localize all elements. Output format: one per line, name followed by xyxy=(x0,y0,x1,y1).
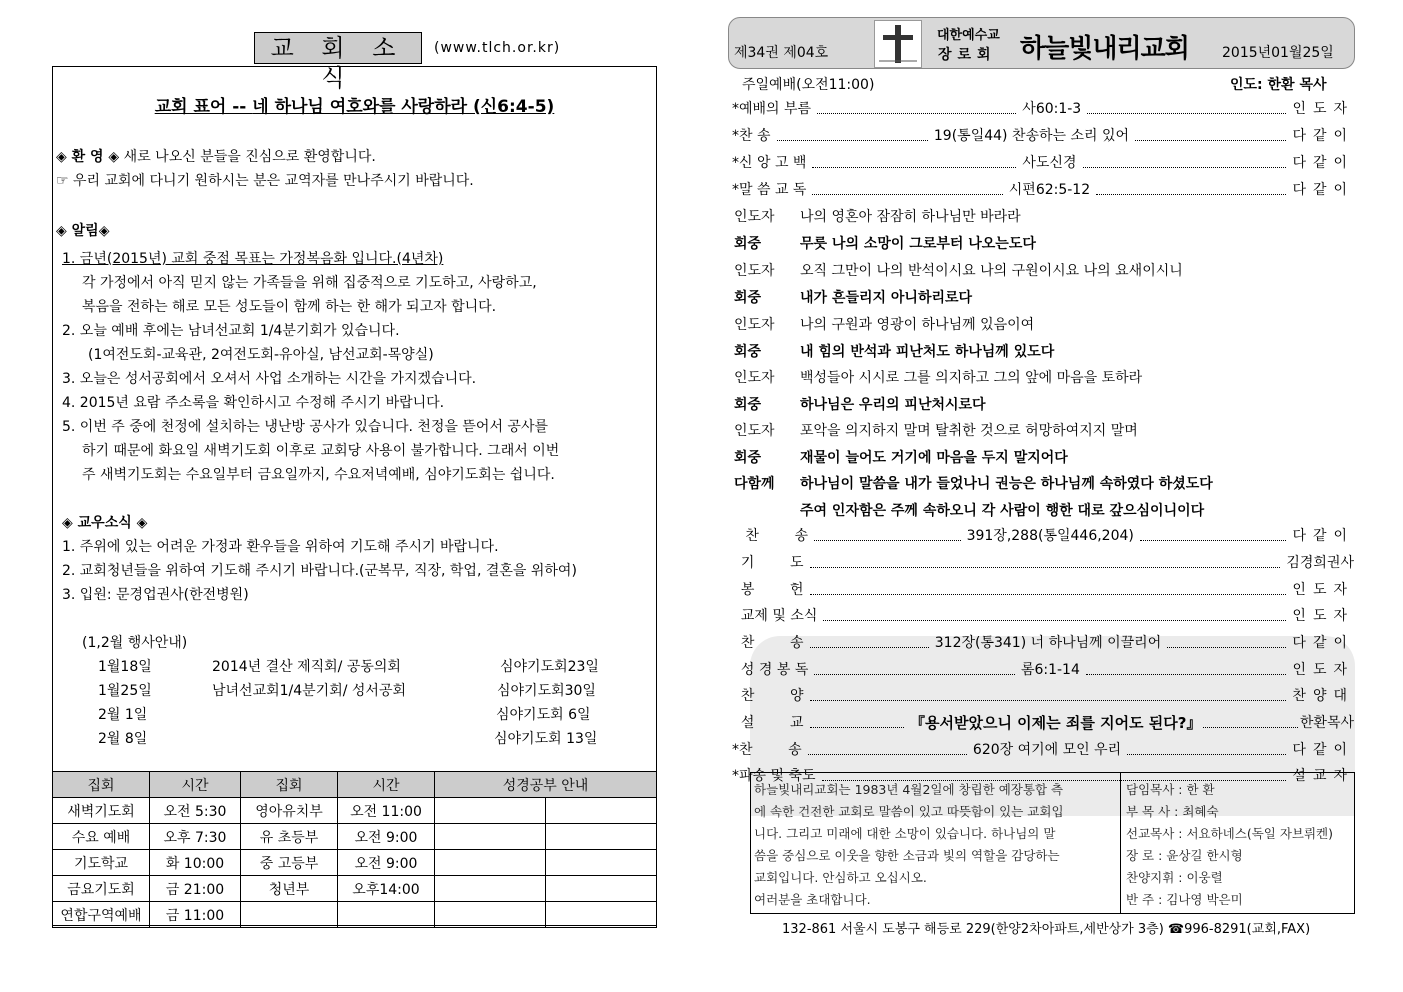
responsive-line xyxy=(734,500,1204,520)
responsive-line xyxy=(734,260,1183,280)
responsive-line xyxy=(734,287,972,307)
table-cell xyxy=(338,902,435,928)
reading-text: 내 힘의 반석과 피난처도 하나님께 있도다 xyxy=(800,344,1055,360)
table-header: 집회 xyxy=(53,772,150,798)
intro-line: 니다. 그리고 미래에 대한 소망이 있습니다. 하나님의 말 xyxy=(754,826,1056,841)
event-date: 1월25일 xyxy=(98,683,152,699)
table-cell: 수요 예배 xyxy=(53,824,150,850)
event-night-prayer: 심야기도회23일 xyxy=(500,659,599,675)
notice-line: 5. 이번 주 중에 천정에 설치하는 냉난방 공사가 있습니다. 천정을 뜯어서 공사를 xyxy=(62,419,549,435)
responsive-line xyxy=(734,314,1034,334)
event-date: 1월18일 xyxy=(98,659,152,675)
dot-leader xyxy=(810,584,1287,595)
order-item xyxy=(732,179,1354,199)
order-person: 인도자 xyxy=(1292,662,1355,678)
order-item xyxy=(732,125,1354,145)
reading-text: 백성들아 시시로 그를 의지하고 그의 앞에 마음을 토하라 xyxy=(800,370,1143,386)
reading-role: 회중 xyxy=(734,450,762,466)
event-name: 남녀선교회1/4분기회/ 성서공회 xyxy=(212,683,406,699)
table-cell: 오후 7:30 xyxy=(150,824,241,850)
table-row xyxy=(53,902,657,928)
order-item xyxy=(732,579,1354,599)
reading-role: 회중 xyxy=(734,236,762,252)
order-person: 김경희권사 xyxy=(1286,555,1354,571)
intro-line: 하늘빛내리교회는 1983년 4월2일에 창립한 예장통합 측 xyxy=(754,782,1064,797)
staff-line: 선교목사 : 서요하네스(독일 자브뤼켄) xyxy=(1126,826,1334,841)
table-cell xyxy=(545,850,656,876)
order-person: 다같이 xyxy=(1292,182,1355,198)
table-cell: 오전 9:00 xyxy=(338,850,435,876)
bulletin-date: 2015년01월25일 xyxy=(1222,45,1334,61)
order-label: *예배의 부름 xyxy=(732,101,812,117)
table-cell xyxy=(545,824,656,850)
member-news-line: 1. 주위에 있는 어려운 가정과 환우들을 위하여 기도해 주시기 바랍니다. xyxy=(62,539,499,555)
event-name: 2014년 결산 제직회/ 공동의회 xyxy=(212,659,401,675)
responsive-line xyxy=(734,420,1138,440)
welcome-heading: ◈ 환 영 ◈ xyxy=(56,149,120,165)
table-cell xyxy=(435,798,546,824)
table-row xyxy=(53,876,657,902)
church-address: 132-861 서울시 도봉구 해등로 229(한양2차아파트,세반상가 3층) ☎996-8291(교회,FAX) xyxy=(782,922,1311,937)
table-header-row xyxy=(53,772,657,798)
church-motto xyxy=(52,92,657,117)
order-person: 찬양대 xyxy=(1292,688,1354,704)
order-detail: 롬6:1-14 xyxy=(1020,662,1080,678)
reading-role: 인도자 xyxy=(734,209,775,225)
event-night-prayer: 심야기도회30일 xyxy=(497,683,596,699)
order-label: 설 교 xyxy=(732,715,804,731)
staff-line: 반 주 : 김나영 박은미 xyxy=(1126,892,1243,907)
notice-line: 4. 2015년 요람 주소록을 확인하시고 수정해 주시기 바랍니다. xyxy=(62,395,445,411)
notice-line: 2. 오늘 예배 후에는 남녀선교회 1/4분기회가 있습니다. xyxy=(62,323,400,339)
order-item xyxy=(732,152,1354,172)
table-header: 성경공부 안내 xyxy=(435,772,657,798)
responsive-line xyxy=(734,473,1213,493)
notice-text: 1. 금년(2015년) 교회 중점 목표는 가정복음화 입니다.(4년차) xyxy=(62,251,444,267)
news-title: 교 회 소 식 xyxy=(254,32,422,64)
table-cell: 금 21:00 xyxy=(150,876,241,902)
dot-leader xyxy=(814,664,1015,675)
order-label: 성 경 봉 독 xyxy=(732,662,809,678)
table-cell: 기도학교 xyxy=(53,850,150,876)
event-date: 2월 1일 xyxy=(98,707,148,723)
responsive-line xyxy=(734,394,986,414)
order-person: 한환목사 xyxy=(1299,715,1355,731)
order-label: *파송 및 축도 xyxy=(732,768,816,784)
intro-line: 교회입니다. 안심하고 오십시오. xyxy=(754,870,927,885)
intro-line: 씀을 중심으로 이웃을 향한 소금과 빛의 역할을 감당하는 xyxy=(754,848,1060,863)
meeting-schedule-table xyxy=(52,771,657,928)
reading-text: 재물이 늘어도 거기에 마음을 두지 말지어다 xyxy=(800,450,1068,466)
dot-leader xyxy=(810,637,929,648)
order-label: *신 앙 고 백 xyxy=(732,155,807,171)
responsive-line xyxy=(734,367,1142,387)
order-label: *말 씀 교 독 xyxy=(732,182,807,198)
responsive-line xyxy=(734,206,1021,226)
order-item xyxy=(732,632,1354,652)
dot-leader xyxy=(817,103,1016,114)
table-cell xyxy=(545,876,656,902)
order-person: 다같이 xyxy=(1292,128,1355,144)
denomination-line-1: 대한예수교 xyxy=(937,28,1000,43)
reading-text: 포악을 의지하지 말며 탈취한 것으로 허망하여지지 말며 xyxy=(800,423,1138,439)
church-logo-icon xyxy=(874,20,922,68)
notice-line xyxy=(62,248,443,268)
table-cell: 오후14:00 xyxy=(338,876,435,902)
dot-leader xyxy=(1167,637,1286,648)
intro-line: 여러분을 초대합니다. xyxy=(754,892,871,907)
responsive-line xyxy=(734,233,1036,253)
table-cell xyxy=(435,850,546,876)
order-person: 인도자 xyxy=(1292,582,1354,598)
motto-text: 네 하나님 여호와를 사랑하라 (신6:4-5) xyxy=(252,97,555,117)
order-label: 교제 및 소식 xyxy=(732,608,818,624)
order-label: 찬 송 xyxy=(732,528,809,544)
dot-leader xyxy=(810,557,1281,568)
denomination-line-2: 장로회 xyxy=(938,47,997,63)
dot-leader xyxy=(810,717,904,728)
info-divider xyxy=(1120,772,1121,914)
order-item xyxy=(732,712,1354,732)
worship-leader: 인도: 한환 목사 xyxy=(1230,77,1327,93)
sermon-title: 『용서받았으니 이제는 죄를 지어도 된다?』 xyxy=(910,713,1202,732)
reading-text: 나의 영혼아 잠잠히 하나님만 바라라 xyxy=(800,209,1021,225)
event-night-prayer: 심야기도회 6일 xyxy=(496,707,591,723)
table-cell: 금 11:00 xyxy=(150,902,241,928)
reading-role: 인도자 xyxy=(734,423,775,439)
dot-leader xyxy=(777,130,928,141)
welcome-note: ☞ 우리 교회에 다니기 원하시는 분은 교역자를 만나주시기 바랍니다. xyxy=(56,173,474,189)
order-person: 다같이 xyxy=(1292,635,1354,651)
order-label: 찬 양 xyxy=(732,688,804,704)
table-cell xyxy=(545,902,656,928)
dot-leader xyxy=(812,157,1016,168)
staff-line: 장 로 : 윤상길 한시형 xyxy=(1126,848,1243,863)
dot-leader xyxy=(1087,103,1286,114)
table-cell: 오전 5:30 xyxy=(150,798,241,824)
dot-leader xyxy=(1203,717,1297,728)
member-news-heading: ◈ 교우소식 ◈ xyxy=(62,515,148,531)
notice-heading: ◈ 알림◈ xyxy=(56,223,110,239)
table-cell: 화 10:00 xyxy=(150,850,241,876)
dot-leader xyxy=(1096,184,1286,195)
table-cell: 금요기도회 xyxy=(53,876,150,902)
table-row xyxy=(53,798,657,824)
order-label: *찬 송 xyxy=(732,742,802,758)
notice-line: 복음을 전하는 해로 모든 성도들이 함께 하는 한 해가 되고자 합니다. xyxy=(82,299,497,315)
notice-line: 주 새벽기도회는 수요일부터 금요일까지, 수요저녁예배, 심야기도회는 쉽니다. xyxy=(82,467,555,483)
table-cell: 연합구역예배 xyxy=(53,902,150,928)
reading-role: 회중 xyxy=(734,397,762,413)
reading-text: 하나님은 우리의 피난처시로다 xyxy=(800,397,986,413)
dot-leader xyxy=(810,690,1287,701)
table-cell: 오전 9:00 xyxy=(338,824,435,850)
reading-role: 회중 xyxy=(734,290,762,306)
order-label: *찬 송 xyxy=(732,128,771,144)
staff-line: 찬양지휘 : 이웅렬 xyxy=(1126,870,1223,885)
reading-text: 내가 흔들리지 아니하리로다 xyxy=(800,290,973,306)
table-header: 시간 xyxy=(338,772,435,798)
table-cell: 유 초등부 xyxy=(241,824,338,850)
order-item xyxy=(732,685,1354,705)
notice-line: 각 가정에서 아직 믿지 않는 가족들을 위해 집중적으로 기도하고, 사랑하고, xyxy=(82,275,537,291)
notice-line: 하기 때문에 화요일 새벽기도회 이후로 교회당 사용이 불가합니다. 그래서 이번 xyxy=(82,443,560,459)
order-item xyxy=(732,659,1354,679)
dot-leader xyxy=(812,184,1002,195)
reading-text: 하나님이 말씀을 내가 들었나니 권능은 하나님께 속하였다 하셨도다 xyxy=(800,476,1213,492)
table-cell: 청년부 xyxy=(241,876,338,902)
order-label: 찬 송 xyxy=(732,635,804,651)
member-news-line: 3. 입원: 문경업권사(한전병원) xyxy=(62,587,249,603)
events-heading: (1,2월 행사안내) xyxy=(82,635,188,651)
dot-leader xyxy=(1086,664,1287,675)
order-person: 다같이 xyxy=(1292,742,1354,758)
order-label: 기 도 xyxy=(732,555,804,571)
table-cell xyxy=(545,798,656,824)
reading-role: 회중 xyxy=(734,344,762,360)
issue-number: 제34권 제04호 xyxy=(734,45,829,61)
order-person: 인도자 xyxy=(1292,608,1354,624)
worship-title: 주일예배(오전11:00) xyxy=(742,77,875,93)
order-detail: 391장,288(통일446,204) xyxy=(966,528,1134,544)
event-date: 2월 8일 xyxy=(98,731,148,747)
reading-text: 나의 구원과 영광이 하나님께 있음이여 xyxy=(800,317,1035,333)
order-item xyxy=(732,552,1354,572)
reading-role: 인도자 xyxy=(734,370,775,386)
dot-leader xyxy=(823,610,1286,621)
table-cell: 오전 11:00 xyxy=(338,798,435,824)
intro-line: 에 속한 건전한 교회로 말씀이 있고 따뜻함이 있는 교회입 xyxy=(754,804,1064,819)
order-person: 인도자 xyxy=(1292,101,1355,117)
table-row xyxy=(53,824,657,850)
welcome-text: 새로 나오신 분들을 진심으로 환영합니다. xyxy=(123,149,376,165)
notice-line: 3. 오늘은 성서공회에서 오셔서 사업 소개하는 시간을 가지겠습니다. xyxy=(62,371,477,387)
reading-text: 무릇 나의 소망이 그로부터 나오는도다 xyxy=(800,236,1036,252)
reading-text: 주여 인자함은 주께 속하오니 각 사람이 행한 대로 갚으심이니이다 xyxy=(800,503,1205,519)
dot-leader xyxy=(1135,130,1286,141)
table-cell: 중 고등부 xyxy=(241,850,338,876)
reading-role: 인도자 xyxy=(734,263,775,279)
reading-role: 다함께 xyxy=(734,476,775,492)
reading-text: 오직 그만이 나의 반석이시요 나의 구원이시요 나의 요새이시니 xyxy=(800,263,1183,279)
order-detail: 사60:1-3 xyxy=(1022,101,1082,117)
dot-leader xyxy=(808,744,967,755)
table-header: 시간 xyxy=(150,772,241,798)
order-person: 다같이 xyxy=(1292,528,1355,544)
notice-line: (1여전도회-교육관, 2여전도회-유아실, 남선교회-목양실) xyxy=(88,347,434,363)
order-detail: 사도신경 xyxy=(1022,155,1077,171)
order-person: 다같이 xyxy=(1292,155,1355,171)
motto-prefix: 교회 표어 -- xyxy=(154,97,253,117)
staff-line: 부 목 사 : 최혜숙 xyxy=(1126,804,1219,819)
table-header: 집회 xyxy=(241,772,338,798)
order-detail: 620장 여기에 모인 우리 xyxy=(972,742,1122,758)
staff-line: 담임목사 : 한 환 xyxy=(1126,782,1215,797)
table-cell xyxy=(435,824,546,850)
responsive-line xyxy=(734,341,1054,361)
order-item xyxy=(732,525,1354,545)
dot-leader xyxy=(814,530,961,541)
order-item xyxy=(732,605,1354,625)
table-cell: 새벽기도회 xyxy=(53,798,150,824)
order-detail: 시편62:5-12 xyxy=(1008,182,1091,198)
order-detail: 19(통일44) 찬송하는 소리 있어 xyxy=(933,128,1130,144)
welcome-line xyxy=(56,146,376,166)
order-person: 설교자 xyxy=(1292,768,1354,784)
order-item xyxy=(732,739,1354,759)
order-detail: 312장(통341) 너 하나님께 이끌리어 xyxy=(934,635,1162,651)
table-row xyxy=(53,850,657,876)
table-cell xyxy=(241,902,338,928)
website-url[interactable]: (www.tlch.or.kr) xyxy=(434,40,561,56)
order-item xyxy=(732,98,1354,118)
responsive-line xyxy=(734,447,1068,467)
church-name: 하늘빛내리교회 xyxy=(1020,34,1189,64)
dot-leader xyxy=(1127,744,1286,755)
dot-leader xyxy=(1140,530,1287,541)
member-news-line: 2. 교회청년들을 위하여 기도해 주시기 바랍니다.(군복무, 직장, 학업, 결혼을 위하여) xyxy=(62,563,577,579)
table-cell: 영아유치부 xyxy=(241,798,338,824)
order-label: 봉 헌 xyxy=(732,582,804,598)
table-cell xyxy=(435,902,546,928)
event-night-prayer: 심야기도회 13일 xyxy=(494,731,598,747)
reading-role: 인도자 xyxy=(734,317,775,333)
dot-leader xyxy=(1083,157,1287,168)
table-cell xyxy=(435,876,546,902)
